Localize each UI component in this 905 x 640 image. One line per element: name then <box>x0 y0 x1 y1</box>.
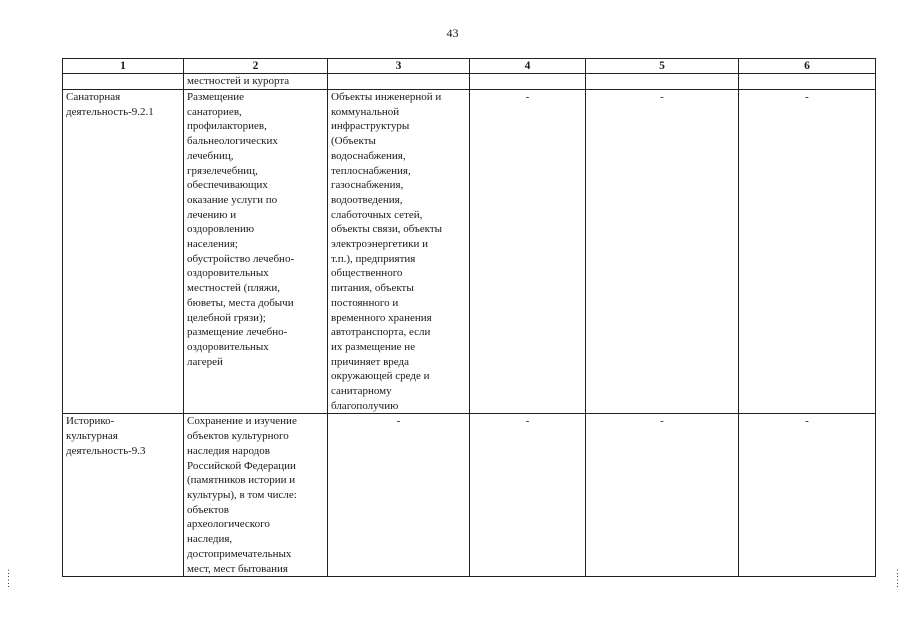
cell-col6: - <box>739 414 876 577</box>
cell-col4: - <box>470 90 586 414</box>
cell-col5: - <box>586 414 739 577</box>
cell-use-type: Историко- культурная деятельность-9.3 <box>63 414 184 577</box>
cell-continuation-col5 <box>586 74 739 90</box>
cell-col5: - <box>586 90 739 414</box>
scan-edge-mark-right: ⋮ ⋮ <box>893 568 902 588</box>
cell-auxiliary-uses: - <box>328 414 470 577</box>
zoning-table <box>62 58 876 577</box>
scan-edge-mark-left: ⋮ ⋮ <box>4 568 13 588</box>
header-col-4: 4 <box>470 59 586 74</box>
cell-col6: - <box>739 90 876 414</box>
cell-continuation-col6 <box>739 74 876 90</box>
cell-auxiliary-uses: Объекты инженерной и коммунальной инфраструктуры (Объекты водоснабжения, теплоснабжения, газоснабжения, водоотведения, слаботочных сетей, объекты связи, объекты электроэнергетики и т.п.), предприятия общественного питания, объекты постоянного и временного хранения автотранспорта, если их размещение не причиняет вреда окружающей среде и санитарному благополучию <box>328 90 470 414</box>
cell-col4: - <box>470 414 586 577</box>
cell-continuation-col4 <box>470 74 586 90</box>
header-row <box>63 59 876 74</box>
header-col-3: 3 <box>328 59 470 74</box>
continuation-row <box>63 74 876 90</box>
cell-continuation-col1 <box>63 74 184 90</box>
cell-description: Размещение санаториев, профилакториев, бальнеологических лечебниц, грязелечебниц, обеспечивающих оказание услуги по лечению и оздоровлению населения; обустройство лечебно- оздоровительных местностей (пляжи, бюветы, места добычи целебной грязи); размещение лечебно- оздоровительных лагерей <box>184 90 328 414</box>
cell-description: Сохранение и изучение объектов культурного наследия народов Российской Федерации (памятников истории и культуры), в том числе: объектов археологического наследия, достопримечательных мест, мест бытования <box>184 414 328 577</box>
cell-use-type: Санаторная деятельность-9.2.1 <box>63 90 184 414</box>
header-col-5: 5 <box>586 59 739 74</box>
header-col-6: 6 <box>739 59 876 74</box>
table-row <box>63 90 876 414</box>
header-col-1: 1 <box>63 59 184 74</box>
table-row <box>63 414 876 577</box>
cell-continuation-col2: местностей и курорта <box>184 74 328 90</box>
header-col-2: 2 <box>184 59 328 74</box>
page-number: 43 <box>446 26 459 40</box>
cell-continuation-col3 <box>328 74 470 90</box>
